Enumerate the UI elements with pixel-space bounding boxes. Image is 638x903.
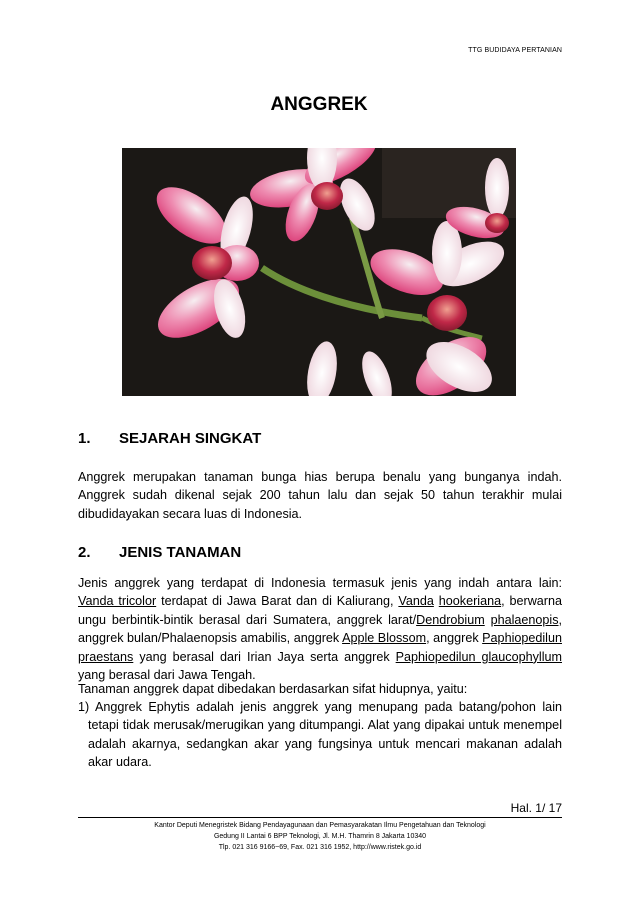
species-name: Paphiopedilun glaucophyllum: [395, 649, 562, 664]
running-header: TTG BUDIDAYA PERTANIAN: [468, 47, 562, 54]
species-name: Vanda: [398, 594, 434, 609]
footer-line-2: Gedung II Lantai 6 BPP Teknologi, Jl. M.H. Thamrin 8 Jakarta 10340: [213, 833, 427, 840]
text-run: , anggrek bulan/Phalaenopsis amabilis, anggrek: [78, 612, 563, 646]
footer: [78, 820, 562, 853]
document-title: ANGGREK: [270, 94, 368, 115]
list-item: 1) Anggrek Ephytis adalah jenis anggrek yang menupang pada batang/pohon lain tetapi tidak merusak/merugikan yang ditumpangi. Alat yang dipakai untuk menempel adalah akarnya, sedangkan akar yang fungsinya untuk mencari makanan adalah akar udara.: [78, 700, 562, 770]
species-name: Paphiopedilun: [482, 631, 562, 646]
footer-line-1: Kantor Deputi Menegristek Bidang Pendayagunaan dan Pemasyarakatan Ilmu Pengetahuan dan Teknologi: [154, 822, 486, 829]
species-name: Dendrobium: [416, 612, 485, 627]
section-heading-2: [78, 544, 241, 561]
section-number: 1.: [78, 430, 91, 447]
section-title: SEJARAH SINGKAT: [119, 430, 262, 447]
page-number: Hal. 1/ 17: [510, 801, 562, 815]
footer-line-3: Tlp. 021 316 9166~69, Fax. 021 316 1952, http://www.ristek.go.id: [218, 844, 422, 851]
text-run: yang berasal dari Jawa Tengah.: [78, 668, 256, 683]
text-run: , berwarna ungu berbintik-bintik berasal dari Sumatera, anggrek larat/: [78, 594, 562, 627]
section-title: JENIS TANAMAN: [119, 544, 242, 561]
species-name: praestans: [78, 649, 134, 664]
species-name: Apple Blossom: [342, 631, 427, 646]
section-number: 2.: [78, 544, 91, 561]
orchid-photo: [122, 148, 516, 396]
text-run: Jenis anggrek yang terdapat di Indonesia termasuk jenis yang indah antara lain:: [78, 576, 562, 590]
footer-divider: [78, 817, 562, 818]
text-run: yang berasal dari Irian Jaya serta anggrek: [133, 649, 396, 664]
section-2-paragraph: [78, 574, 562, 684]
section-1-paragraph: Anggrek merupakan tanaman bunga hias berupa benalu yang bunganya indah. Anggrek sudah dikenal sejak 200 tahun lalu dan sejak 50 tahun terakhir mulai dibudidayakan secara luas di Indonesia.: [78, 470, 562, 521]
text-run: , anggrek: [426, 631, 483, 646]
species-name: hookeriana: [438, 594, 502, 609]
text-run: terdapat di Jawa Barat dan di Kaliurang,: [156, 594, 399, 609]
section-2-intro: Tanaman anggrek dapat dibedakan berdasarkan sifat hidupnya, yaitu:: [78, 682, 468, 696]
section-heading-1: [78, 430, 261, 447]
species-name: Vanda tricolor: [78, 594, 157, 609]
species-name: phalaenopis: [490, 612, 559, 627]
